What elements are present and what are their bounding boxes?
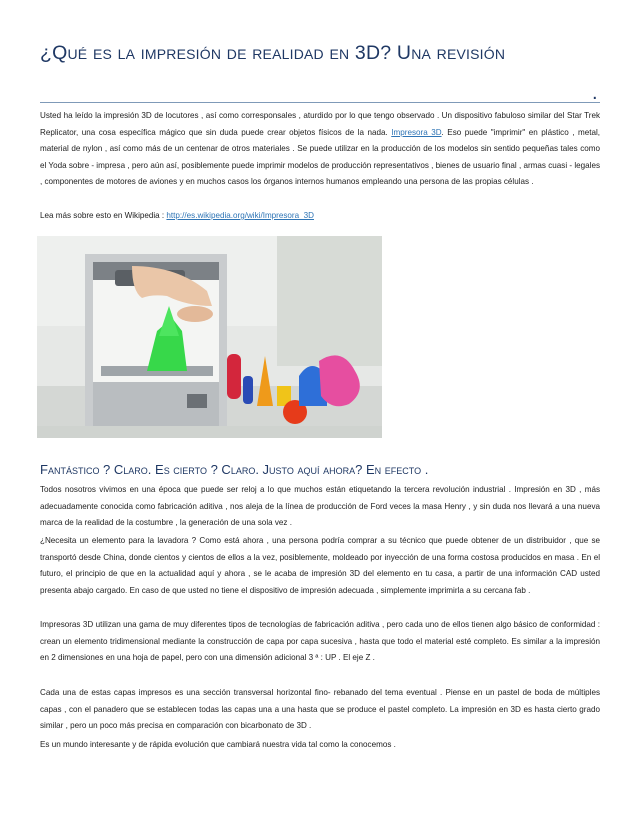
printer-photo-illustration bbox=[37, 236, 382, 438]
wiki-paragraph bbox=[40, 208, 600, 225]
body-paragraph-3: Impresoras 3D utilizan una gama de muy diferentes tipos de tecnologías de fabricación aditiva , pero cada uno de ellos tienen algo básico de conformidad : crean un elemento tridimensional mediante la construcción de capa por capa sucesiva , hasta que todo el material esté completo. Es similar a la impresión en 2 dimensiones en una hoja de papel, pero con una dimensión adicional 3 ª : UP . El eje Z . bbox=[40, 620, 600, 663]
printer-link[interactable]: Impresora 3D bbox=[391, 127, 442, 137]
title-end: . bbox=[592, 82, 598, 104]
wiki-text: Lea más sobre esto en Wikipedia : bbox=[40, 211, 167, 220]
title-text: ¿Qué es la impresión de realidad en 3D? Una revisión bbox=[40, 42, 506, 64]
section-heading bbox=[40, 461, 600, 479]
section-heading-text: Fantástico ? Claro. Es cierto ? Claro. Justo aquí ahora? En efecto . bbox=[40, 462, 429, 477]
wiki-link[interactable]: http://es.wikipedia.org/wiki/Impresora_3D bbox=[166, 211, 314, 220]
body-paragraph-5: Es un mundo interesante y de rápida evolución que cambiará nuestra vida tal como la conocemos . bbox=[40, 740, 396, 749]
title-rule bbox=[40, 102, 600, 103]
body-paragraph-4: Cada una de estas capas impresos es una sección transversal horizontal fino- rebanado del tema eventual . Piense en un pastel de boda de múltiples capas , con el panadero que se establecen todas las capas una a una hasta que se produce el pastel completo. La impresión en 3D es hasta cierto grado similar , pero un poco más precisa en comparación con bicarbonato de 3D . bbox=[40, 688, 600, 731]
intro-text-b: . Eso puede "imprimir" en plástico , metal, material de nylon , así como más de un centenar de otros materiales . Se puede utilizar en la producción de los modelos sin sentido pequeñas tales como el Yoda sobre - impresa , pero aún así, posiblemente puede imprimir modelos de producción representativos , bienes de usuario final , armas cuasi - legales , componentes de motores de aviones y en muchos casos los órganos internos humanos empleando una persona de las propias células . bbox=[40, 127, 600, 187]
intro-text-a: Usted ha leído la impresión 3D de locutores , así como corresponsales , aturdido por lo que tengo observado . Un dispositivo fabuloso similar del Star Trek Replicator, una cosa específica mágico que sin duda puede crear objetos físicos de la nada. bbox=[40, 111, 600, 137]
intro-paragraph bbox=[40, 108, 600, 191]
body-paragraph-1: Todos nosotros vivimos en una época que puede ser reloj a lo que muchos están etiquetando la tercera revolución industrial . Impresión en 3D , más adecuadamente conocida como fabricación aditiva , nos aleja de la línea de producción de Ford veces la masa Henry , y sin duda nos llevará a una nueva marca de la realidad de la costumbre , la generación de una sola vez . bbox=[40, 485, 600, 528]
printer-photo bbox=[37, 236, 382, 438]
body-paragraph-2: ¿Necesita un elemento para la lavadora ? Como está ahora , una persona podría comprar a su técnico que puede obtener de un distribuidor , que se transportó desde China, donde cientos y cientos de ellos a la vez, posiblemente, moldeado por inyección de una forma costosa producidos en masa . En el futuro, el principio de que en la actualidad aquí y ahora , se le acaba de impresión 3D del elemento en tu casa, a partir de una información CAD usted presenta abajo cargado. En caso de que usted no tiene el dispositivo de impresión adecuada , simplemente imprimirla a su cercana fab . bbox=[40, 536, 600, 595]
article-title bbox=[40, 40, 600, 66]
